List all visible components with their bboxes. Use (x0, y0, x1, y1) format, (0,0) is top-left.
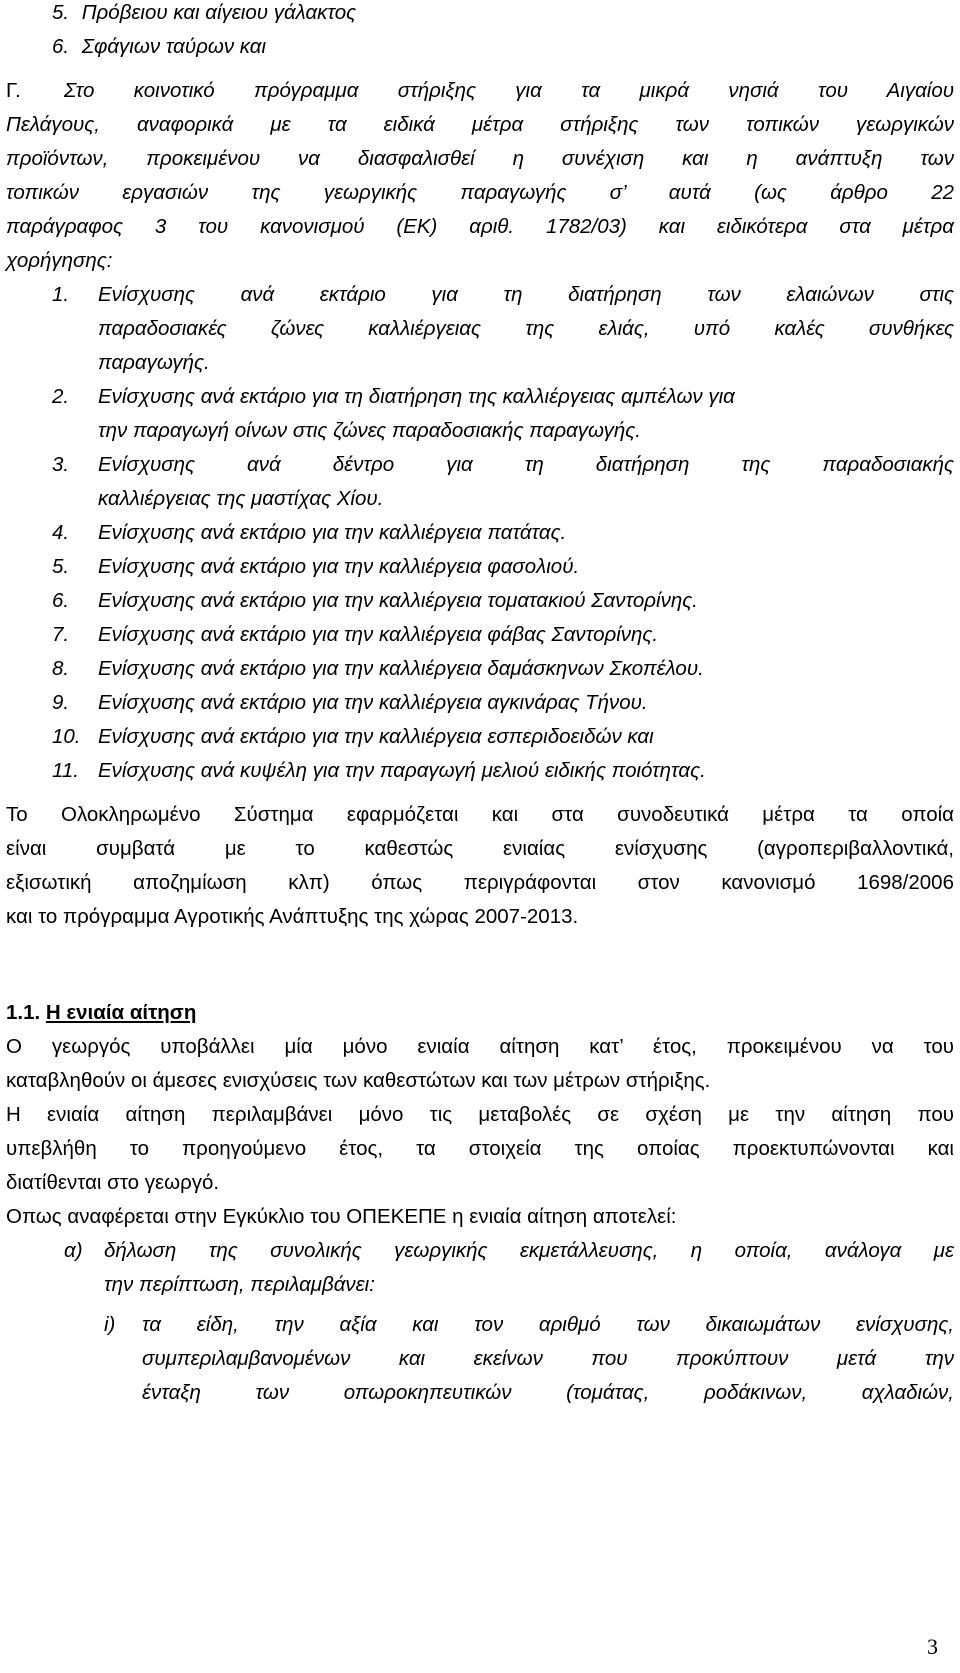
section-g-line: Πελάγους, αναφορικά με τα ειδικά μέτρα στήριξης των τοπικών γεωργικών (6, 113, 954, 136)
item-number: 1. (52, 283, 70, 306)
item-number: 3. (52, 453, 70, 476)
section-g-line: παράγραφος 3 του κανονισμού (ΕΚ) αριθ. 1782/03) και ειδικότερα στα μέτρα (6, 215, 954, 238)
section-g-line: χορήγησης: (6, 249, 113, 272)
section-1-1-body: Ο γεωργός υποβάλλει μία μόνο ενιαία αίτηση κατ’ έτος, προκειμένου να του καταβληθούν οι άμεσες ενισχύσεις των καθεστώτων και των μέτρων στήριξης. Η ενιαία αίτηση περιλαμβάνει μόνο τις μεταβολές σε σχέση με την αίτηση που υπεβλήθη το προηγούμενο έτος, τα στοιχεία της οποίας προεκτυπώνονται και διατίθενται στο γεωργό. Οπως αναφέρεται στην Εγκύκλιο του ΟΠΕΚΕΠΕ η ενιαία αίτηση αποτελεί: α) δήλωση της συνολικής γεωργικής εκμετάλλευσης, η οποία, ανάλογα με την περίπτωση, περιλαμβάνει: i) τα είδη, την αξία και τον αριθμό των δικαιωμάτων ενίσχυσης, συμπεριλαμβανομένων και εκείνων που προκύπτουν μετά την ένταξη των οπωροκηπευτικών (τομάτας, ροδάκινων, αχλαδιών, (6, 1030, 954, 1410)
page-number: 3 (927, 1634, 938, 1659)
item-number: 2. (52, 385, 70, 408)
item-text: Πρόβειου και αίγειου γάλακτος (81, 1, 357, 24)
item-number: 5. (52, 1, 70, 24)
list-item: 6. Ενίσχυσης ανά εκτάριο για την καλλιέργεια τοματακιού Σαντορίνης. (6, 584, 954, 618)
list-item: 5. Ενίσχυσης ανά εκτάριο για την καλλιέργεια φασολιού. (6, 550, 954, 584)
list-item: 11. Ενίσχυσης ανά κυψέλη για την παραγωγή μελιού ειδικής ποιότητας. (6, 754, 954, 788)
item-number: 8. (52, 657, 70, 680)
section-number: 1.1. (6, 1001, 41, 1024)
list-item: 9. Ενίσχυσης ανά εκτάριο για την καλλιέργεια αγκινάρας Τήνου. (6, 686, 954, 720)
document-page (6, 0, 954, 1410)
list-item (6, 30, 954, 64)
integrated-system-paragraph: Το Ολοκληρωμένο Σύστημα εφαρμόζεται και στα συνοδευτικά μέτρα τα οποία είναι συμβατά με το καθεστώς ενιαίας ενίσχυσης (αγροπεριβαλλοντικά, εξισωτική αποζημίωση κλπ) όπως περιγράφονται στον κανονισμό 1698/2006 και το πρόγραμμα Αγροτικής Ανάπτυξης της χώρας 2007-2013. (6, 803, 954, 928)
list-item (6, 0, 954, 30)
item-number: 6. (52, 589, 70, 612)
list-item: 7. Ενίσχυσης ανά εκτάριο για την καλλιέργεια φάβας Σαντορίνης. (6, 618, 954, 652)
item-number: 9. (52, 691, 70, 714)
section-g-line: προϊόντων, προκειμένου να διασφαλισθεί η συνέχιση και η ανάπτυξη των (6, 147, 954, 170)
item-text: Σφάγιων ταύρων και (81, 35, 267, 58)
section-g-line: Γ. Στο κοινοτικό πρόγραμμα στήριξης για τα μικρά νησιά του Αιγαίου (6, 74, 954, 108)
section-heading (6, 996, 954, 1030)
list-item: 10. Ενίσχυσης ανά εκτάριο για την καλλιέργεια εσπεριδοειδών και (6, 720, 954, 754)
item-number: 4. (52, 521, 70, 544)
section-g (6, 74, 954, 278)
item-number: 7. (52, 623, 70, 646)
item-number: 10. (52, 725, 81, 748)
section-letter: Γ. (6, 79, 21, 102)
list-item: 1. Ενίσχυσης ανά εκτάριο για τη διατήρηση των ελαιώνων στις παραδοσιακές ζώνες καλλιέργειας της ελιάς, υπό καλές συνθήκες παραγωγής. (6, 278, 954, 380)
list-item: 2. Ενίσχυσης ανά εκτάριο για τη διατήρηση της καλλιέργειας αμπέλων για την παραγωγή οίνων στις ζώνες παραδοσιακής παραγωγής. (6, 380, 954, 448)
list-item: 8. Ενίσχυσης ανά εκτάριο για την καλλιέργεια δαμάσκηνων Σκοπέλου. (6, 652, 954, 686)
item-number: 5. (52, 555, 70, 578)
sub-item-a: α) δήλωση της συνολικής γεωργικής εκμετάλλευσης, η οποία, ανάλογα με την περίπτωση, περιλαμβάνει: (6, 1234, 954, 1302)
list-item: 4. Ενίσχυσης ανά εκτάριο για την καλλιέργεια πατάτας. (6, 516, 954, 550)
sub-item-label: α) (64, 1239, 83, 1262)
list-item: 3. Ενίσχυσης ανά δέντρο για τη διατήρηση της παραδοσιακής καλλιέργειας της μαστίχας Χίου. (6, 448, 954, 516)
previous-list (6, 0, 954, 64)
item-number: 11. (52, 759, 79, 782)
sub-item-i: i) τα είδη, την αξία και τον αριθμό των δικαιωμάτων ενίσχυσης, συμπεριλαμβανομένων και εκείνων που προκύπτουν μετά την ένταξη των οπωροκηπευτικών (τομάτας, ροδάκινων, αχλαδιών, (6, 1308, 954, 1410)
section-g-line: τοπικών εργασιών της γεωργικής παραγωγής σ’ αυτά (ως άρθρο 22 (6, 181, 954, 204)
section-title: Η ενιαία αίτηση (45, 1001, 197, 1024)
item-number: 6. (52, 35, 70, 58)
measures-list (6, 278, 954, 788)
sub-item-label: i) (104, 1313, 116, 1336)
